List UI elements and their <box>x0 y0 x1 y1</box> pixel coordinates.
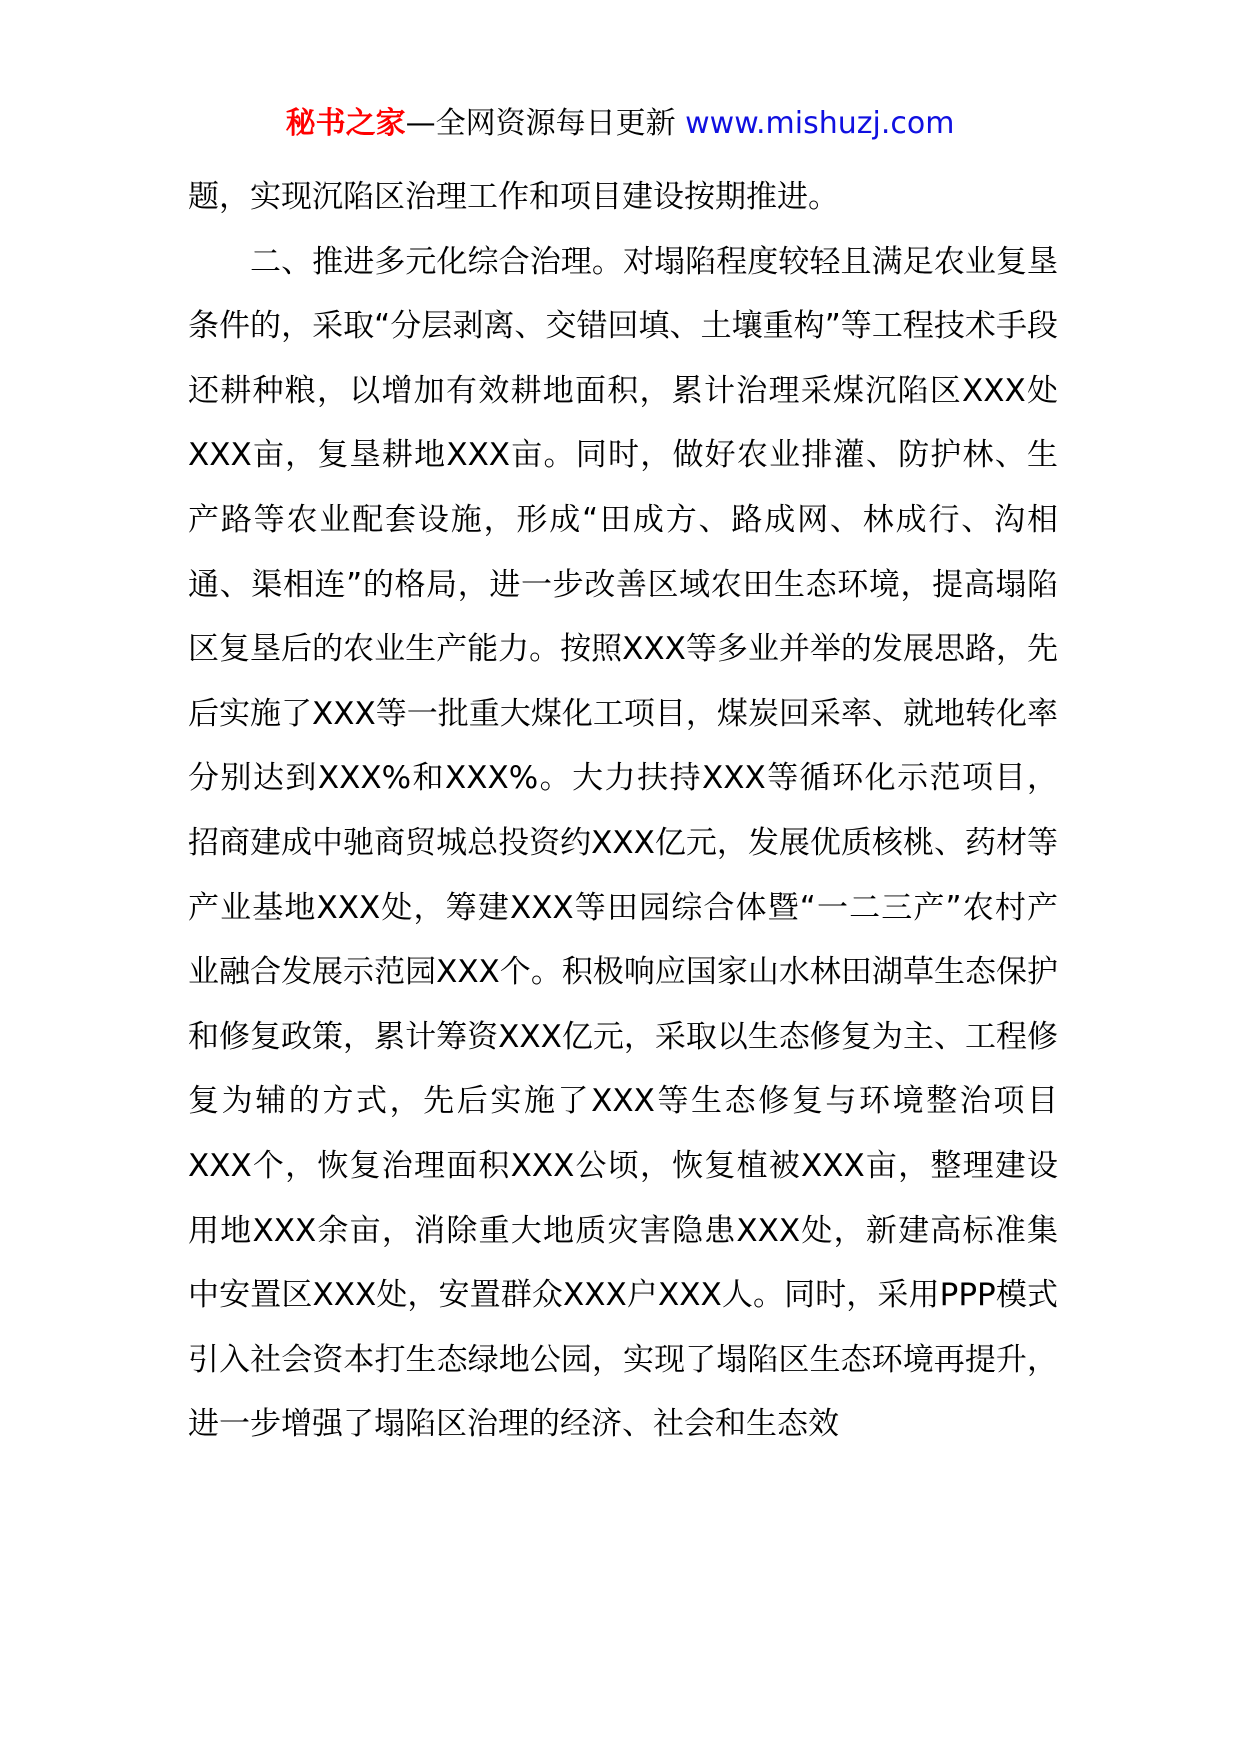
website-link[interactable]: www.mishuzj.com <box>685 106 955 141</box>
page-header <box>0 100 1240 148</box>
paragraph-continuation: 题，实现沉陷区治理工作和项目建设按期推进。 <box>188 179 839 215</box>
brand-name: 秘书之家 <box>285 106 406 141</box>
document-body <box>188 165 1058 1457</box>
paragraph-section-two: 二、推进多元化综合治理。对塌陷程度较轻且满足农业复垦条件的，采取“分层剥离、交错回填、土壤重构”等工程技术手段还耕种粮，以增加有效耕地面积，累计治理采煤沉陷区XXX处XXX亩，复垦耕地XXX亩。同时，做好农业排灌、防护林、生产路等农业配套设施，形成“田成方、路成网、林成行、沟相通、渠相连”的格局，进一步改善区域农田生态环境，提高塌陷区复垦后的农业生产能力。按照XXX等多业并举的发展思路，先后实施了XXX等一批重大煤化工项目，煤炭回采率、就地转化率分别达到XXX%和XXX%。大力扶持XXX等循环化示范项目，招商建成中驰商贸城总投资约XXX亿元，发展优质核桃、药材等产业基地XXX处，筹建XXX等田园综合体暨“一二三产”农村产业融合发展示范园XXX个。积极响应国家山水林田湖草生态保护和修复政策，累计筹资XXX亿元，采取以生态修复为主、工程修复为辅的方式，先后实施了XXX等生态修复与环境整治项目XXX个，恢复治理面积XXX公顷，恢复植被XXX亩，整理建设用地XXX余亩，消除重大地质灾害隐患XXX处，新建高标准集中安置区XXX处，安置群众XXX户XXX人。同时，采用PPP模式引入社会资本打生态绿地公园，实现了塌陷区生态环境再提升，进一步增强了塌陷区治理的经济、社会和生态效 <box>188 243 1058 1443</box>
header-tagline: —全网资源每日更新 <box>405 106 686 141</box>
